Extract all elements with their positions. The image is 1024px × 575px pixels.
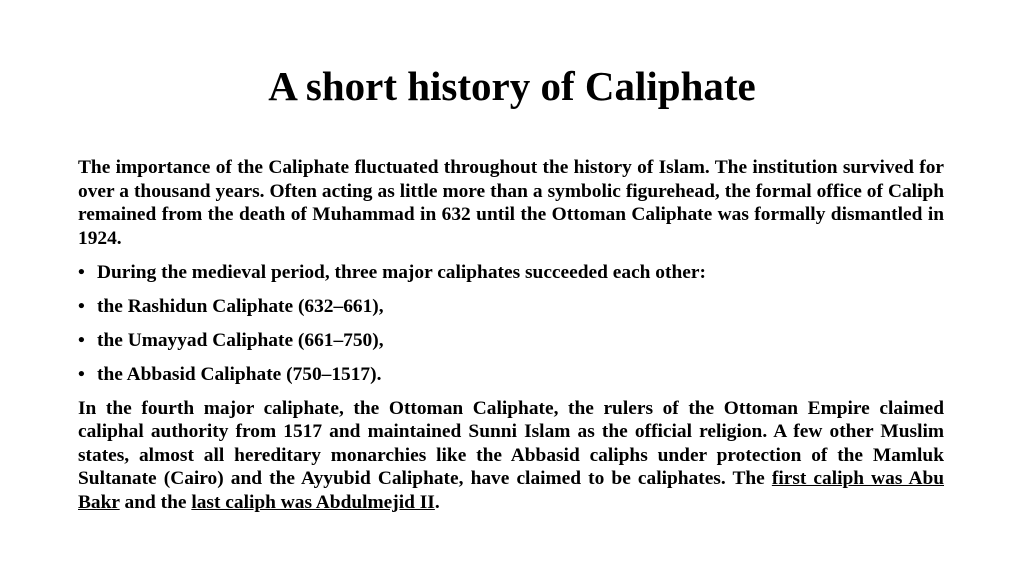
list-item [78, 261, 944, 285]
closing-text-end: . [434, 491, 440, 513]
list-item [78, 329, 944, 353]
slide-body [78, 156, 944, 514]
intro-paragraph: The importance of the Caliphate fluctuated throughout the history of Islam. The institution survived for over a thousand years. Often acting as little more than a symbolic figurehead, the formal office of Caliph remained from the death of Muhammad in 632 until the Ottoman Caliphate was formally dismantled in 1924. [78, 157, 944, 249]
bullet-text: During the medieval period, three major caliphates succeeded each other: [97, 261, 706, 283]
closing-text-before: In the fourth major caliphate, the Ottoman Caliphate, the rulers of the Ottoman Empire claimed caliphal authority from 1517 and maintained Sunni Islam as the official religion. A few other Muslim states, almost all hereditary monarchies like the Abbasid caliphs under protection of the Mamluk Sultanate (Cairo) and the Ayyubid Caliphate, have claimed to be caliphates. The [78, 397, 944, 489]
bullet-text: the Umayyad Caliphate (661–750), [97, 329, 384, 351]
last-caliph-link[interactable]: last caliph was Abdulmejid II [191, 491, 435, 513]
bullet-text: the Rashidun Caliphate (632–661), [97, 295, 384, 317]
bullet-icon: • [78, 295, 85, 317]
closing-paragraph [78, 397, 944, 515]
slide-title: A short history of Caliphate [268, 63, 756, 109]
closing-text-middle: and the [119, 491, 192, 513]
bullet-icon: • [78, 329, 85, 351]
bullet-icon: • [78, 363, 85, 385]
list-item [78, 363, 944, 387]
bullet-list [78, 261, 944, 387]
bullet-icon: • [78, 261, 85, 283]
first-caliph-link[interactable]: first caliph was Abu Bakr [78, 468, 945, 513]
bullet-text: the Abbasid Caliphate (750–1517). [97, 363, 382, 385]
list-item [78, 295, 944, 319]
